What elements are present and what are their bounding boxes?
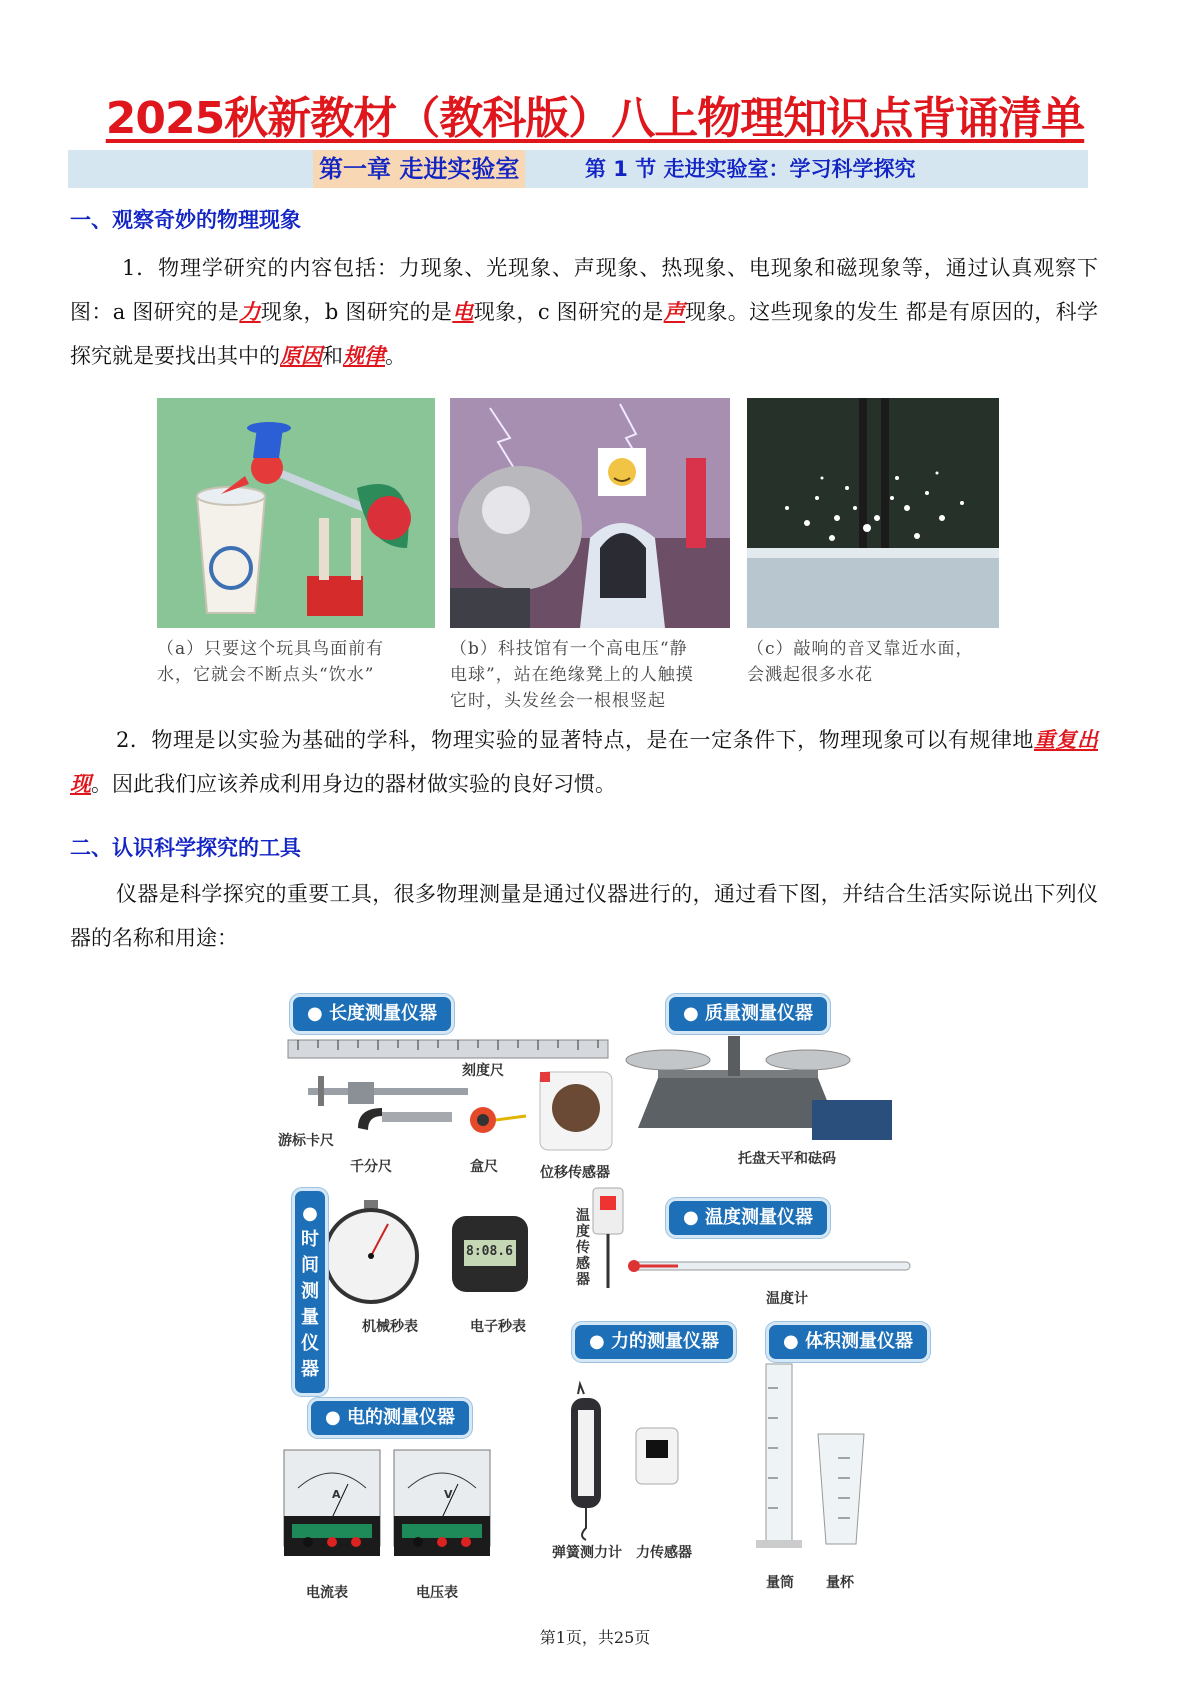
tape-measure-icon [470,1107,526,1133]
category-electric: ● 电的测量仪器 [308,1398,472,1438]
document-title: 2025秋新教材（教科版）八上物理知识点背诵清单 [105,93,1085,144]
keyword-repeat: 重复出现 [70,727,1099,796]
chapter-name: 第一章 走进实验室 [313,150,525,188]
category-volume: ● 体积测量仪器 [766,1322,930,1362]
keyword-electricity: 电 [452,299,474,324]
balance-icon [626,1036,892,1140]
micrometer-icon [358,1108,452,1130]
paragraph-physics-content: 1．物理学研究的内容包括：力现象、光现象、声现象、热现象、电现象和磁现象等，通过认真观察下图：a 图研究的是力现象，b 图研究的是电现象，c 图研究的是声现象。这些现象的发生 都是有原因的，科学探究就是要找出其中的原因和规律。 [70,256,1099,368]
ammeter-icon [284,1450,380,1556]
label-mech-stopwatch: 机械秒表 [362,1319,418,1335]
label-displacement-sensor: 位移传感器 [540,1165,610,1181]
heading-observe-phenomena: 一、观察奇妙的物理现象 [70,208,301,232]
force-sensor-icon [636,1428,678,1484]
label-thermometer: 温度计 [766,1291,808,1307]
displacement-sensor-icon [540,1072,612,1150]
chapter-banner [68,150,1088,188]
keyword-sound: 声 [663,299,685,324]
category-mass: ● 质量测量仪器 [666,994,830,1034]
photo-tuning-fork [747,398,999,628]
category-length: ● 长度测量仪器 [290,994,454,1034]
caption-b: （b）科技馆有一个高电压“静 电球”，站在绝缘凳上的人触摸 它时，头发丝会一根根竖起 [450,639,694,711]
spring-scale-icon [571,1384,601,1540]
label-force-sensor: 力传感器 [636,1545,692,1561]
keyword-force: 力 [239,299,261,324]
caliper-icon [308,1076,468,1106]
page-footer: 第1页，共25页 [539,1628,651,1647]
section-name: 第 1 节 走进实验室：学习科学探究 [585,157,916,181]
label-ruler: 刻度尺 [462,1063,504,1079]
photo-static-ball [450,398,730,628]
label-micrometer: 千分尺 [350,1159,392,1175]
label-voltmeter: 电压表 [416,1585,458,1601]
keyword-cause: 原因 [280,343,322,368]
keyword-law: 规律 [343,343,385,368]
graduated-cylinder-icon [756,1364,802,1548]
label-balance: 托盘天平和砝码 [738,1151,836,1167]
mechanical-stopwatch-icon [325,1200,417,1302]
label-caliper: 游标卡尺 [278,1133,334,1149]
ammeter-symbol: A [332,1488,341,1501]
stopwatch-display: 8:08.6 [466,1244,513,1259]
label-ammeter: 电流表 [306,1585,348,1601]
temperature-sensor-icon [593,1188,623,1288]
label-elec-stopwatch: 电子秒表 [470,1319,526,1335]
photo-drinking-bird [157,398,435,628]
paragraph-instruments: 仪器是科学探究的重要工具，很多物理测量是通过仪器进行的，通过看下图，并结合生活实际说出下列仪器的名称和用途： [70,882,1098,950]
caption-c: （c）敲响的音叉靠近水面， 会溅起很多水花 [747,639,974,685]
category-temperature: ● 温度测量仪器 [666,1198,830,1238]
label-beaker: 量杯 [826,1575,854,1591]
label-cylinder: 量筒 [766,1575,794,1591]
paragraph-experiment-basis: 2．物理是以实验为基础的学科，物理实验的显著特点，是在一定条件下，物理现象可以有规律地重复出现。因此我们应该养成利用身边的器材做实验的良好习惯。 [70,727,1099,796]
instruments-figure [278,988,968,1606]
caption-a: （a）只要这个玩具鸟面前有 水，它就会不断点头“饮水” [157,639,385,685]
label-spring-scale: 弹簧测力计 [552,1545,622,1561]
label-temp-sensor: 温度传感器 [576,1208,590,1288]
ruler-icon [288,1040,608,1058]
category-force: ● 力的测量仪器 [572,1322,736,1362]
category-time: ● 时间测量仪器 [292,1188,328,1396]
voltmeter-symbol: V [444,1488,453,1501]
voltmeter-icon [394,1450,490,1556]
heading-science-tools: 二、认识科学探究的工具 [70,836,301,860]
label-tape: 盒尺 [470,1159,498,1175]
measuring-cup-icon [818,1434,864,1544]
thermometer-icon [628,1260,910,1272]
